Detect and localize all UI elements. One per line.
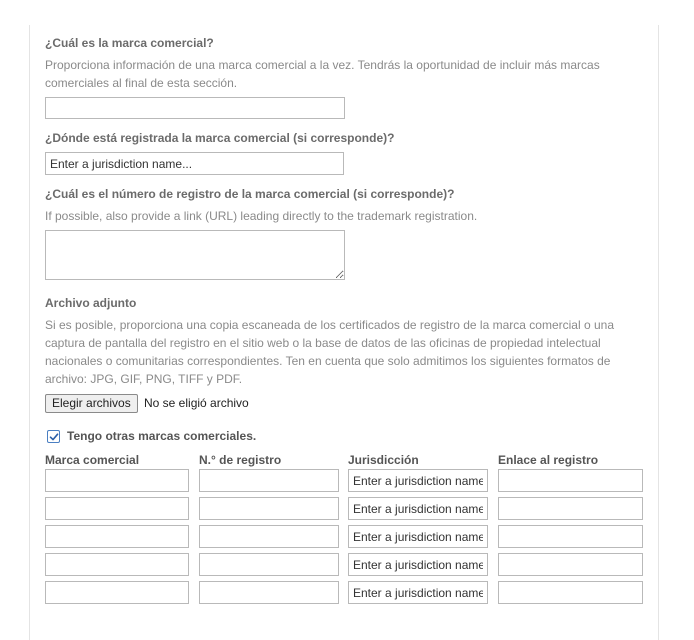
registration-textarea[interactable] xyxy=(45,230,345,280)
registration-cell[interactable] xyxy=(199,469,339,492)
trademark-cell[interactable] xyxy=(45,497,189,520)
other-marks-checkbox[interactable] xyxy=(47,430,60,443)
trademark-input[interactable] xyxy=(45,97,345,119)
jurisdiction-cell[interactable] xyxy=(348,553,488,576)
trademark-cell[interactable] xyxy=(45,469,189,492)
trademark-help: Proporciona información de una marca comercial a la vez. Tendrás la oportunidad de incluir más marcas comerciales al final de esta sección. xyxy=(45,58,600,90)
link-cell[interactable] xyxy=(498,525,643,548)
registration-question: ¿Cuál es el número de registro de la marca comercial (si corresponde)? xyxy=(45,187,455,201)
jurisdiction-cell[interactable] xyxy=(348,469,488,492)
jurisdiction-cell[interactable] xyxy=(348,497,488,520)
col-header-registration: N.° de registro xyxy=(199,453,282,467)
link-cell[interactable] xyxy=(498,497,643,520)
link-cell[interactable] xyxy=(498,581,643,604)
link-cell[interactable] xyxy=(498,469,643,492)
col-header-link: Enlace al registro xyxy=(498,453,599,467)
registration-help: If possible, also provide a link (URL) leading directly to the trademark registration. xyxy=(45,209,478,223)
other-marks-label: Tengo otras marcas comerciales. xyxy=(67,429,257,443)
jurisdiction-input[interactable] xyxy=(45,152,344,175)
registration-cell[interactable] xyxy=(199,525,339,548)
link-cell[interactable] xyxy=(498,553,643,576)
col-header-trademark: Marca comercial xyxy=(45,453,140,467)
jurisdiction-cell[interactable] xyxy=(348,581,488,604)
registration-cell[interactable] xyxy=(199,553,339,576)
trademark-question: ¿Cuál es la marca comercial? xyxy=(45,36,214,50)
checkmark-icon xyxy=(49,432,59,442)
file-status: No se eligió archivo xyxy=(144,396,249,410)
registration-cell[interactable] xyxy=(199,497,339,520)
attachment-title: Archivo adjunto xyxy=(45,296,137,310)
registration-cell[interactable] xyxy=(199,581,339,604)
trademark-cell[interactable] xyxy=(45,581,189,604)
trademark-cell[interactable] xyxy=(45,553,189,576)
jurisdiction-question: ¿Dónde está registrada la marca comercial (si corresponde)? xyxy=(45,131,395,145)
trademark-cell[interactable] xyxy=(45,525,189,548)
jurisdiction-cell[interactable] xyxy=(348,525,488,548)
choose-files-button[interactable]: Elegir archivos xyxy=(45,394,138,413)
col-header-jurisdiction: Jurisdicción xyxy=(348,453,419,467)
attachment-help: Si es posible, proporciona una copia escaneada de los certificados de registro de la marca comercial o una captura de pantalla del registro en el sitio web o la base de datos de las oficinas de propiedad intelectual nacionales o comunitarias correspondientes. Ten en cuenta que solo admitimos los siguientes formatos de archivo: JPG, GIF, PNG, TIFF y PDF. xyxy=(45,318,614,386)
